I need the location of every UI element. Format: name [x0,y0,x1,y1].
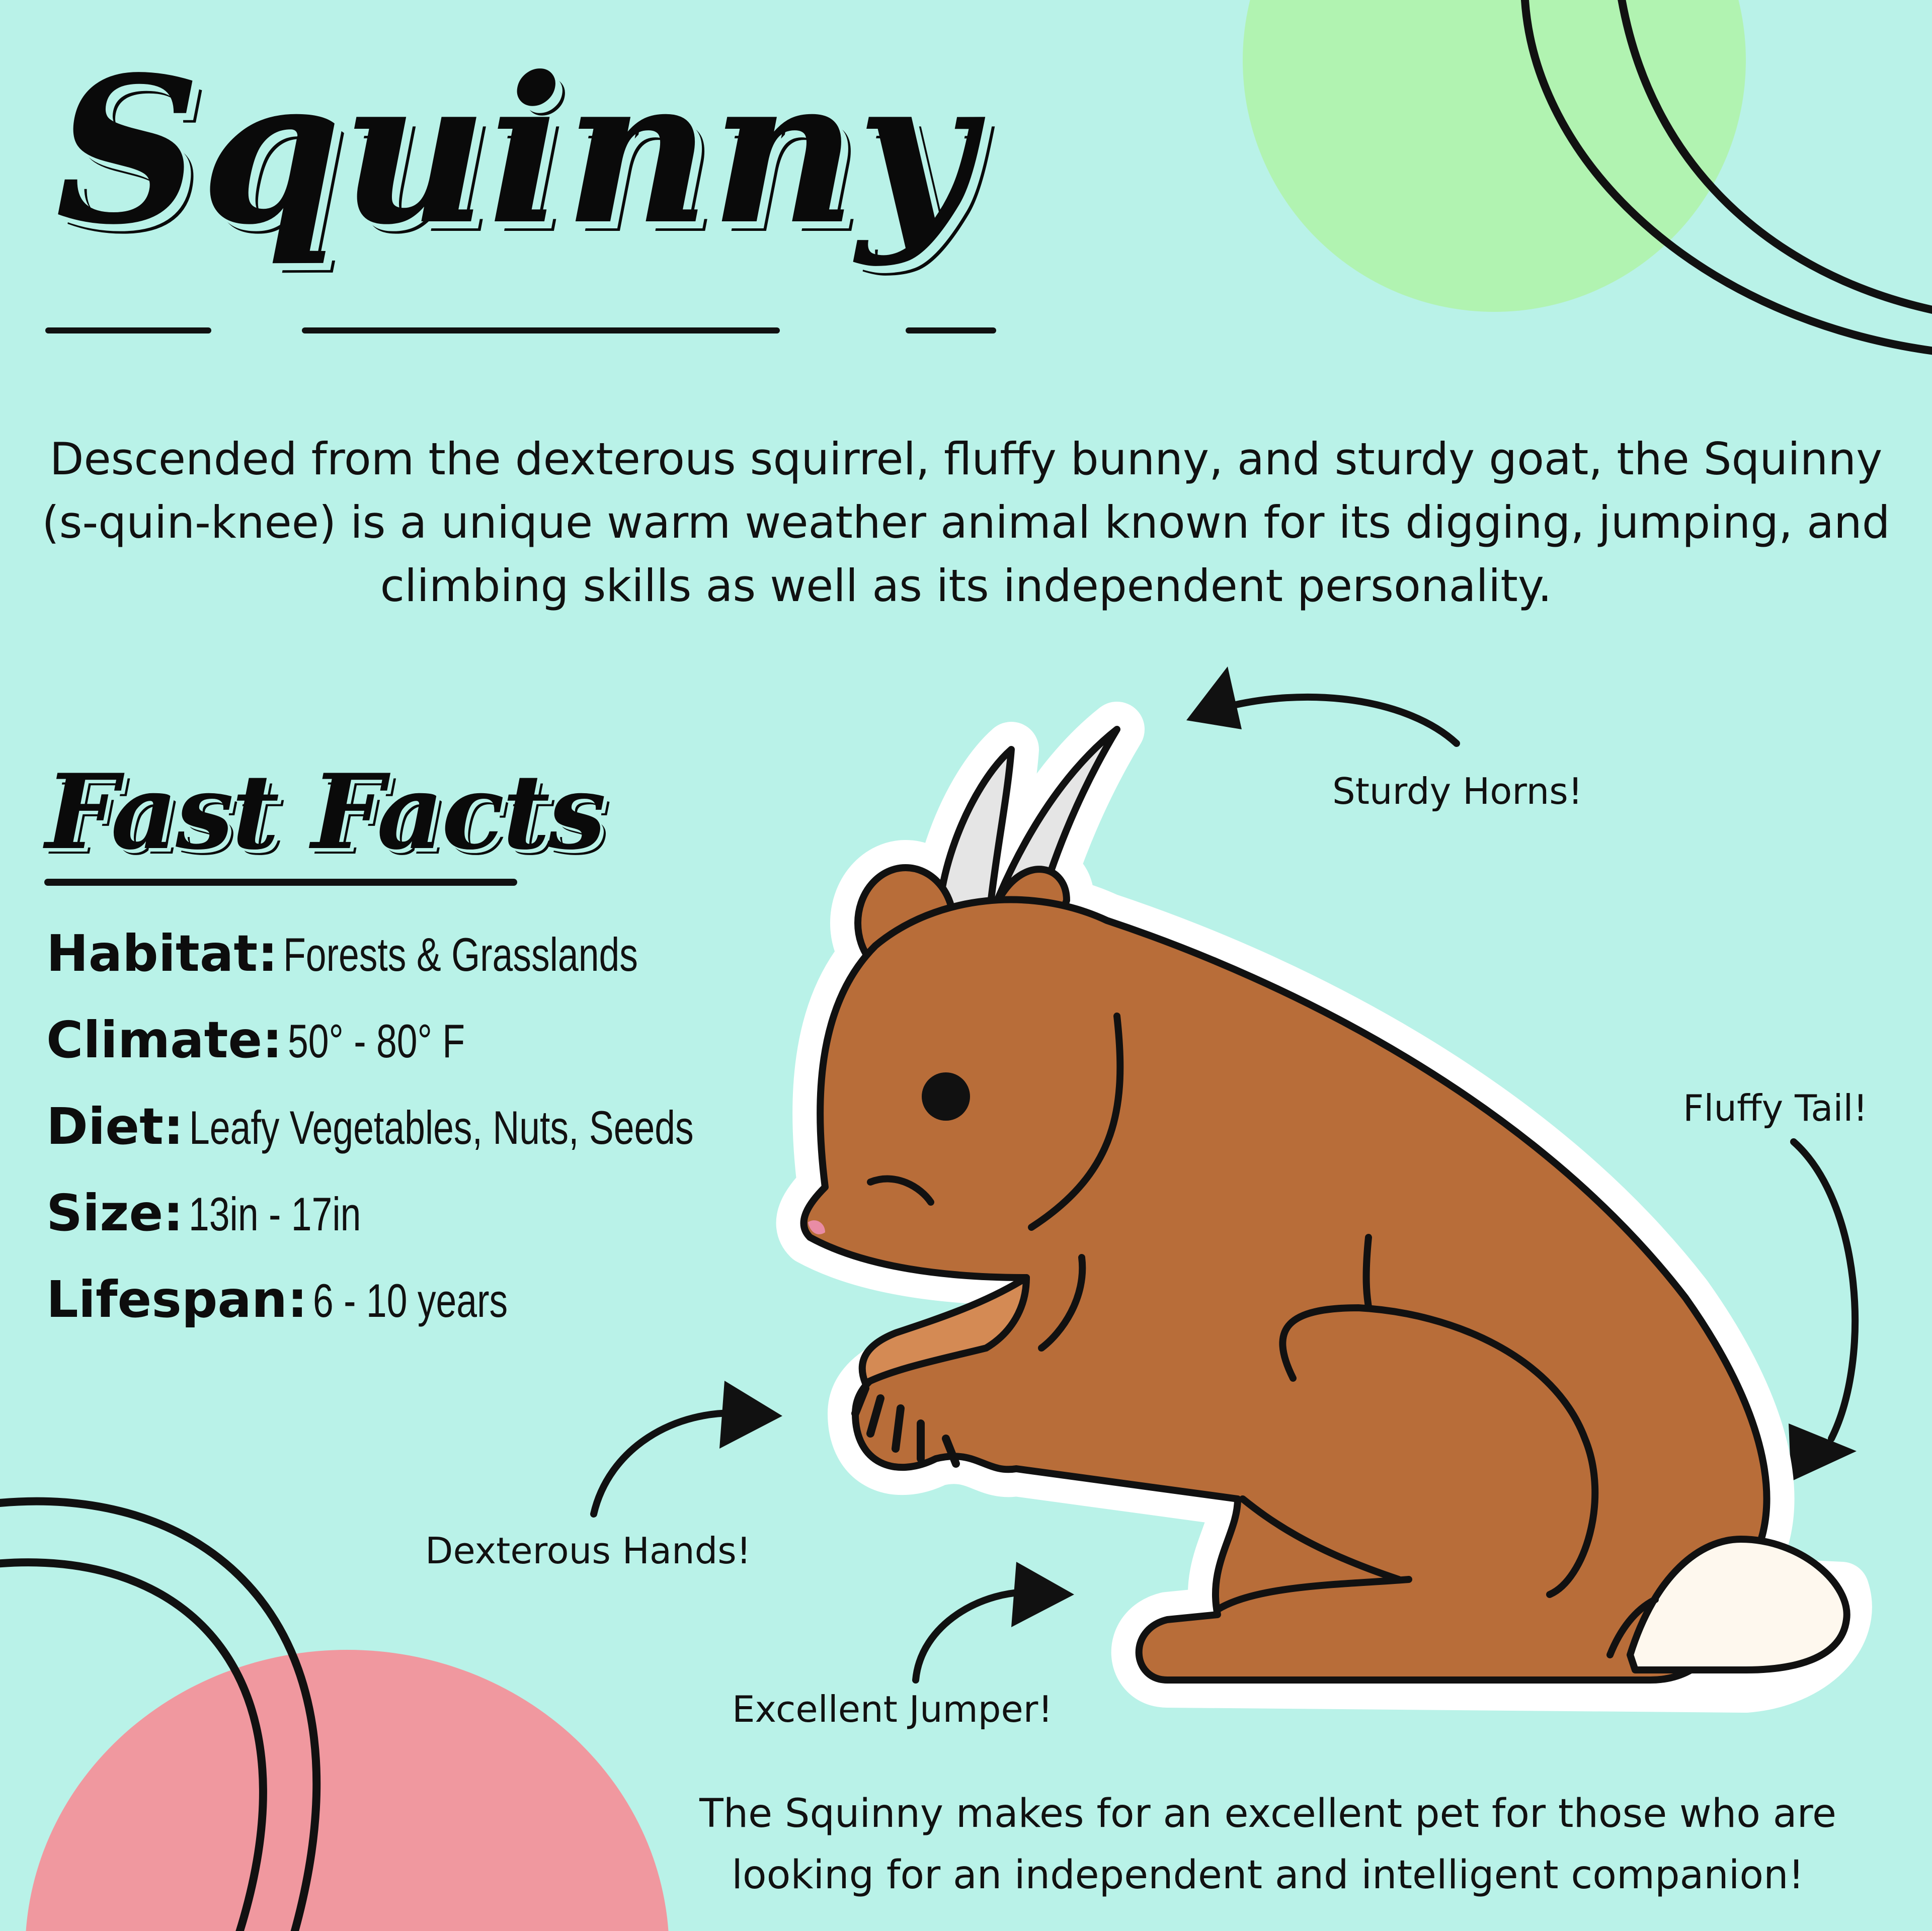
fact-value: 6 - 10 years [313,1274,508,1327]
fact-climate [46,997,831,1083]
fact-label: Lifespan: [46,1270,308,1329]
fact-habitat [46,910,831,997]
fact-value: 50° - 80° F [288,1015,465,1067]
callout-dexterous-hands: Dexterous Hands! [425,1530,751,1572]
intro-paragraph: Descended from the dexterous squirrel, fluffy bunny, and sturdy goat, the Squinny (s-quin-knee) is a unique warm weather animal known for its digging, jumping, and climbing skills as well as its independent personality. [42,433,1890,612]
fast-facts-underline [44,879,517,886]
fact-value: Forests & Grasslands [283,928,638,981]
fact-value: Leafy Vegetables, Nuts, Seeds [189,1101,694,1154]
callout-sturdy-horns: Sturdy Horns! [1332,770,1583,812]
title-underline [45,324,996,338]
closing-paragraph: The Squinny makes for an excellent pet for those who are looking for an independent and intelligent companion! [699,1791,1836,1898]
fact-label: Size: [46,1184,184,1242]
fact-label: Habitat: [46,924,278,983]
fact-size [46,1170,831,1256]
fact-diet [46,1083,831,1170]
eye [922,1072,970,1121]
page-title: Squinny [55,33,974,269]
callout-excellent-jumper: Excellent Jumper! [732,1688,1053,1730]
fact-label: Climate: [46,1011,283,1069]
fact-lifespan [46,1256,831,1343]
fact-value: 13in - 17in [189,1188,361,1240]
fast-facts-list [46,910,831,1343]
fast-facts-heading: Fast Facts [45,752,604,873]
callout-fluffy-tail: Fluffy Tail! [1683,1087,1868,1129]
fact-label: Diet: [46,1097,184,1156]
